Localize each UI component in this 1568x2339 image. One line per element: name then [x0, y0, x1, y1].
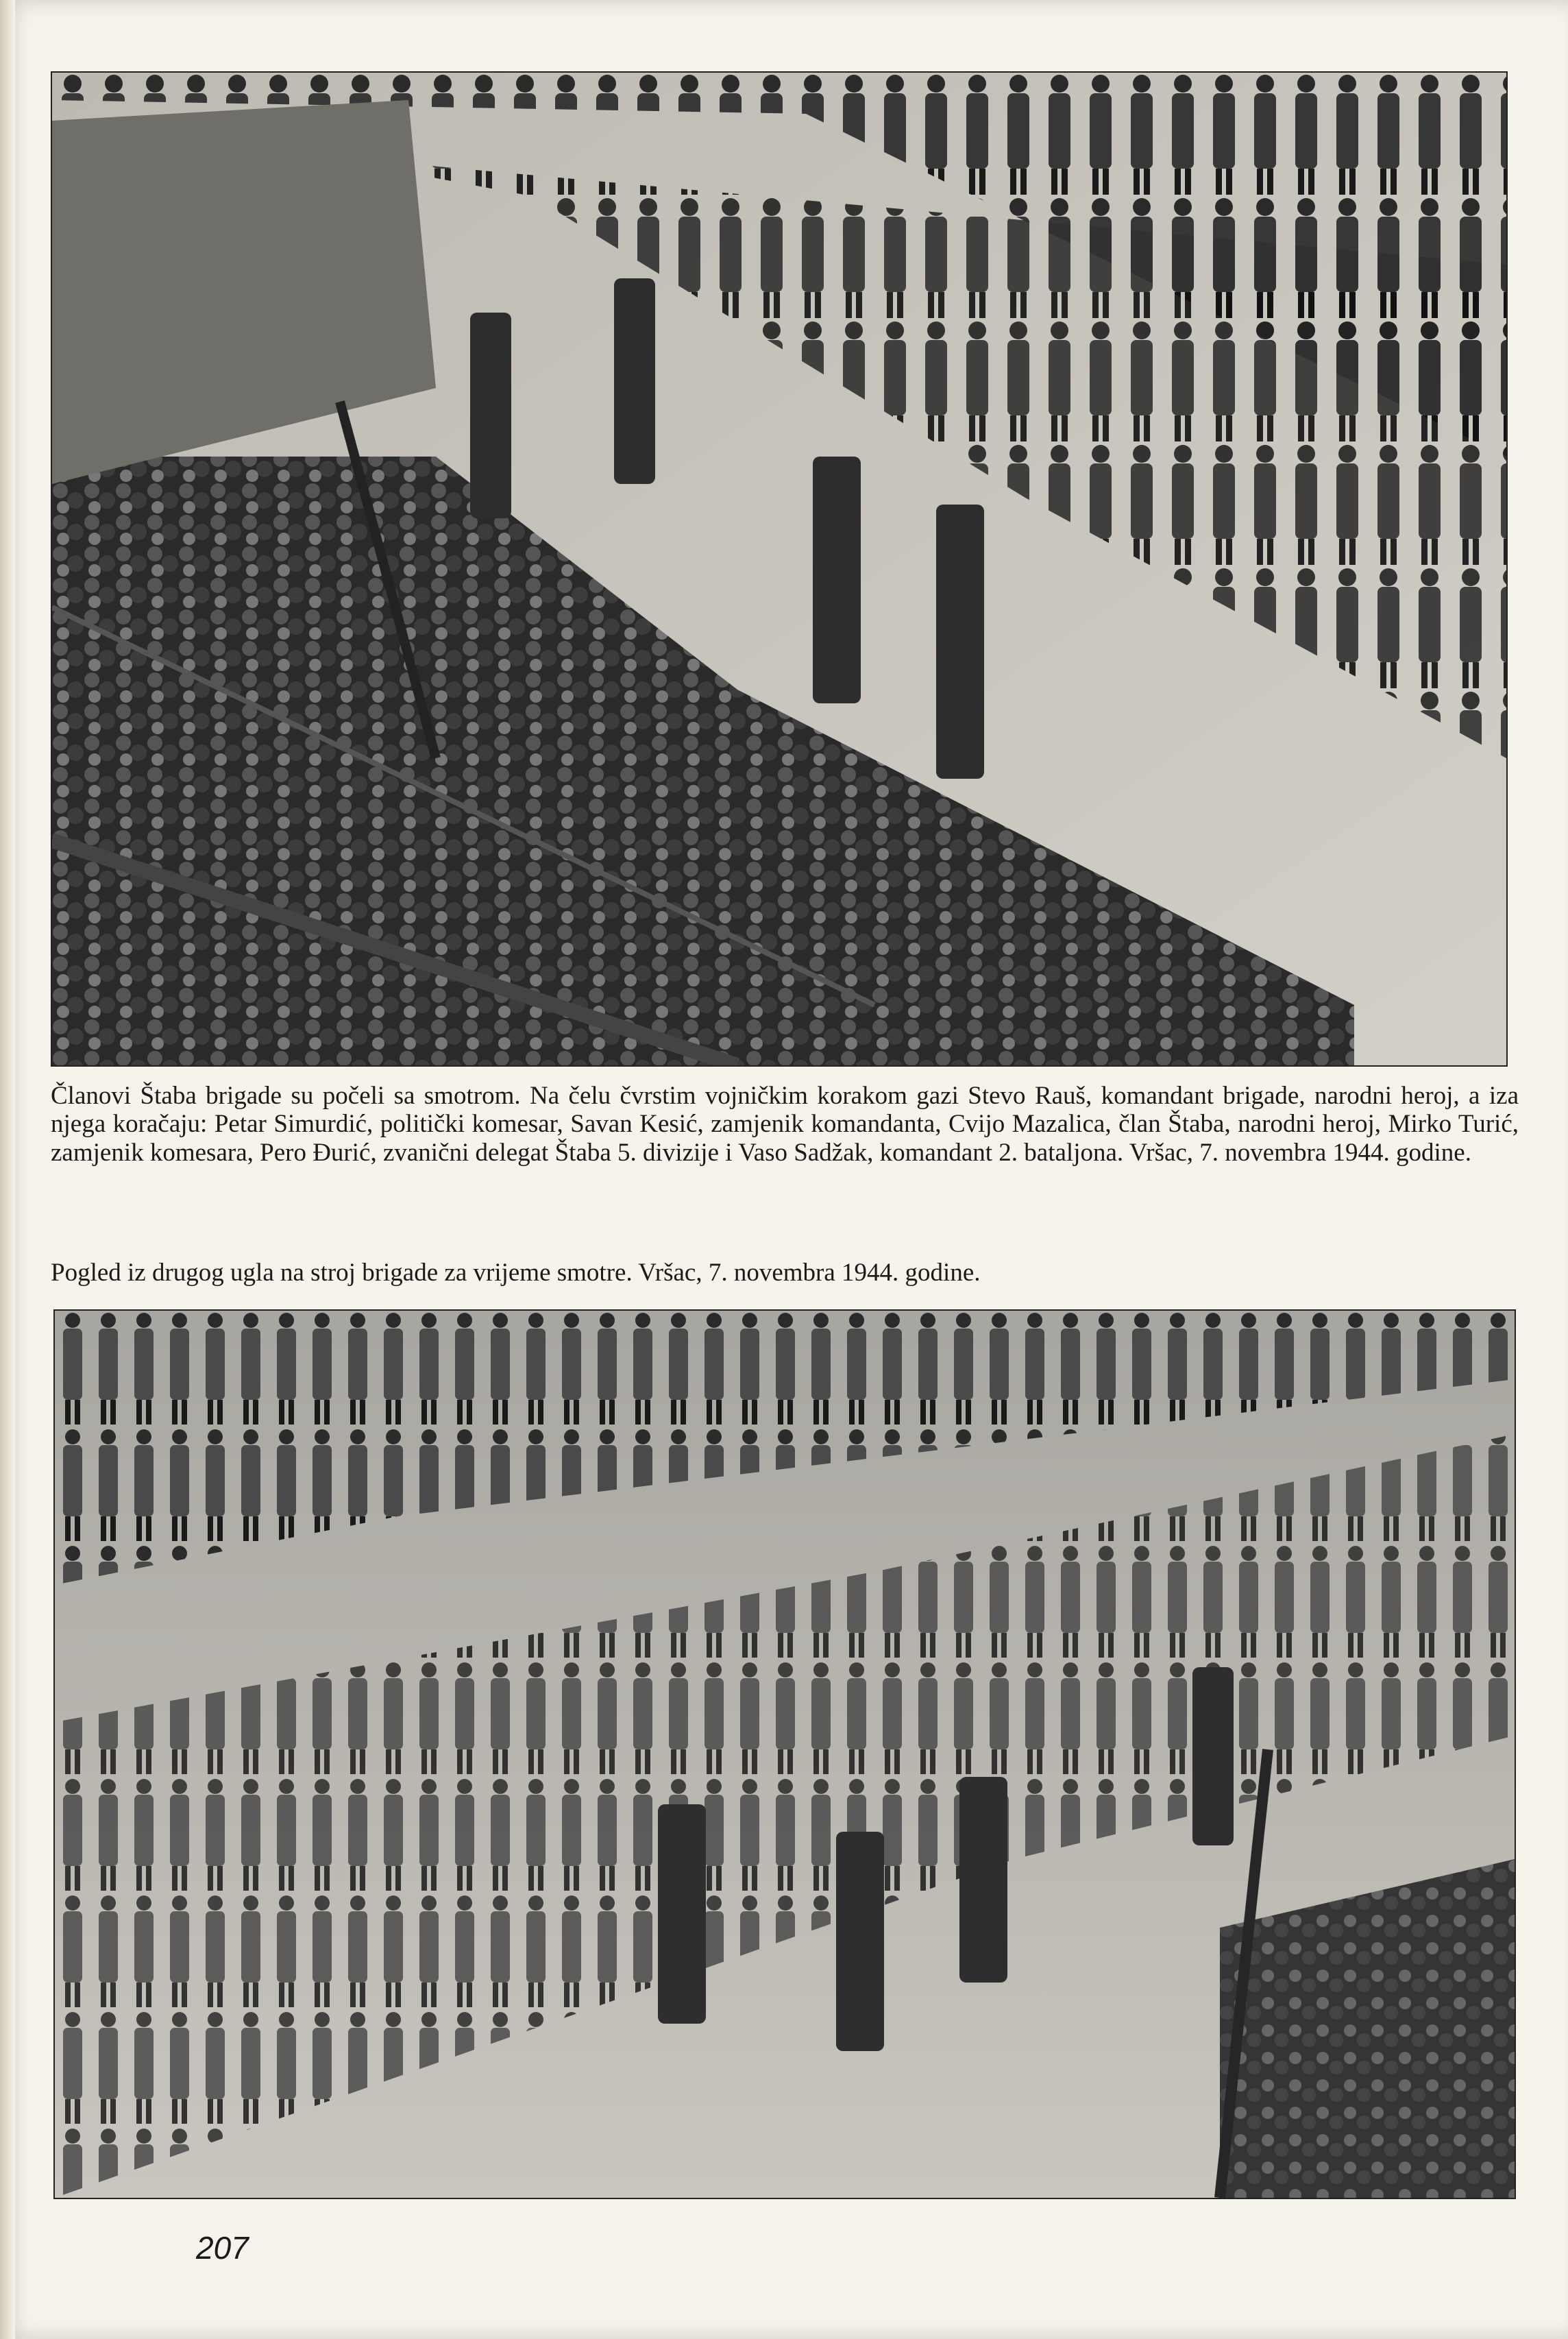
photo-staff-review-image [52, 73, 1506, 1065]
photo-brigade-formation [53, 1309, 1516, 2199]
photo-caption-top: Članovi Štaba brigade su počeli sa smotrom. Na čelu čvrstim vojničkim korakom gazi Stevo Rauš, komandant brigade, narodni heroj, a iza njega koračaju: Petar Simurdić, politički komesar, Savan Kesić, zamjenik komandanta, Cvijo Mazalica, član Štaba, narodni heroj, Mirko Turić, zamjenik komesara, Pero Đurić, zvanični delegat Štaba 5. divizije i Vaso Sadžak, komandant 2. bataljona. Vršac, 7. novembra 1944. godine. [51, 1082, 1519, 1167]
photo-caption-bottom: Pogled iz drugog ugla na stroj brigade za vrijeme smotre. Vršac, 7. novembra 1944. godine. [51, 1259, 981, 1287]
photo-staff-review [51, 71, 1508, 1067]
photo-brigade-formation-image [55, 1311, 1515, 2198]
page-number: 207 [196, 2230, 249, 2266]
